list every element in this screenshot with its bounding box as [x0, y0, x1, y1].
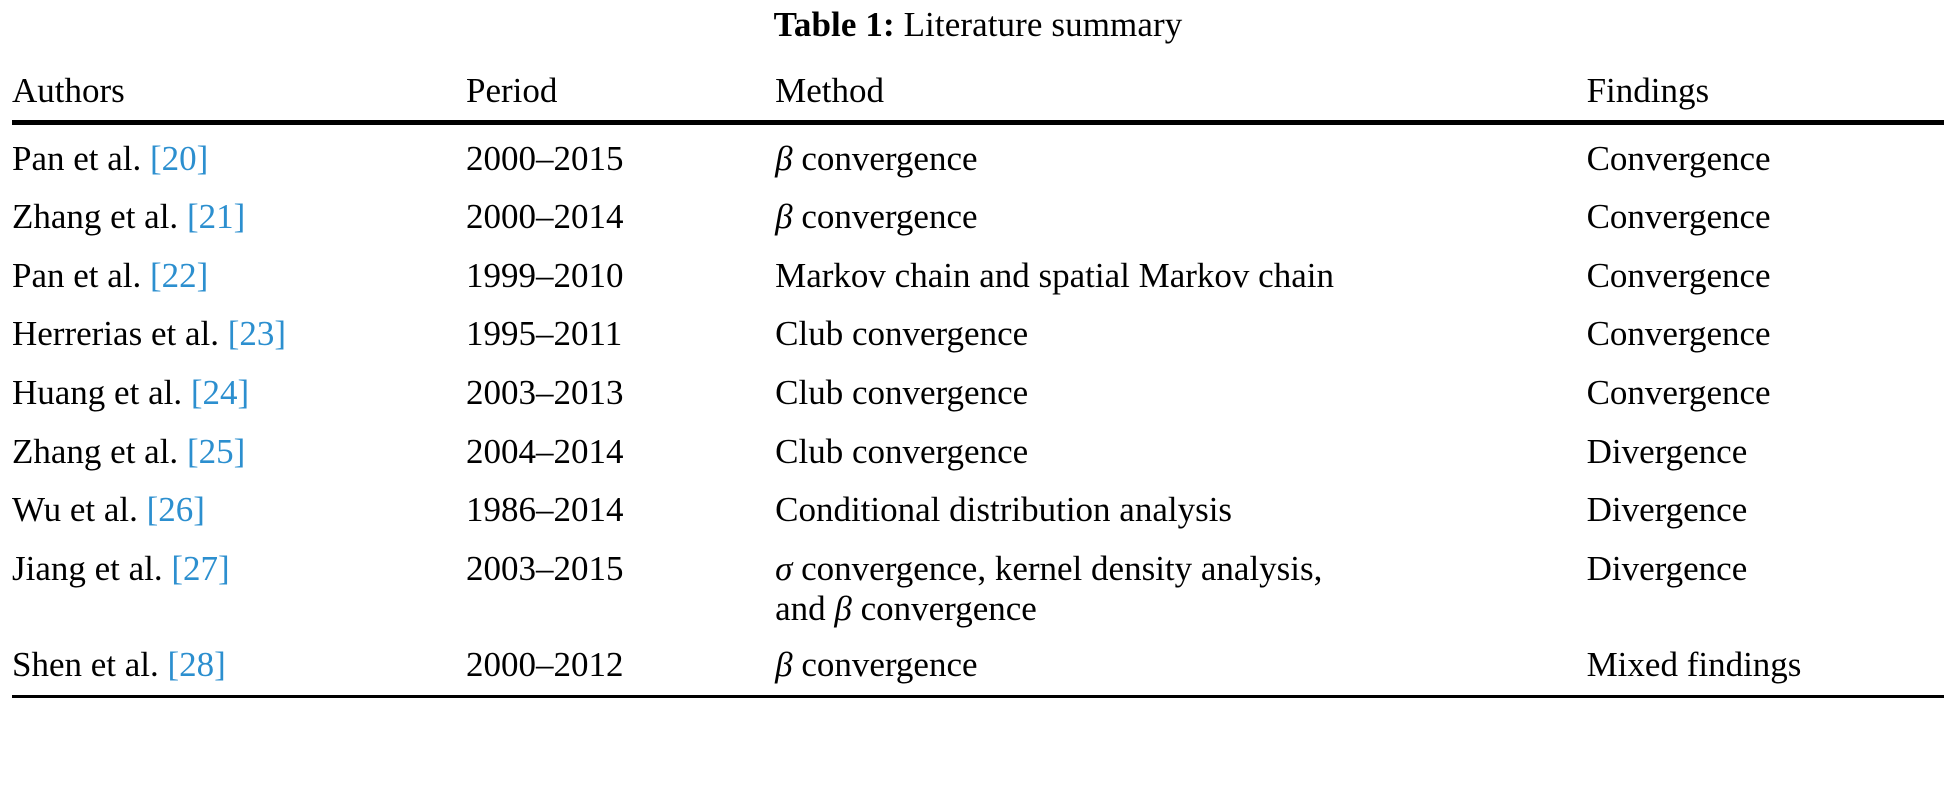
cell-period: 2000–2015: [466, 138, 624, 178]
table-row: [12, 540, 1944, 636]
method-text-line2: [775, 589, 1586, 630]
method-text: Club convergence: [775, 373, 1029, 413]
cell-period: 2000–2012: [466, 645, 624, 685]
column-header-period: Period: [466, 70, 558, 110]
method-text: Conditional distribution analysis: [775, 490, 1233, 530]
cell-findings: Convergence: [1586, 197, 1771, 237]
cell-authors: [12, 125, 466, 189]
method-line2-post: convergence: [851, 589, 1037, 629]
symbol-beta: β: [775, 645, 793, 685]
author-name: Herrerias et al.: [12, 314, 228, 354]
symbol-beta: β: [834, 589, 852, 629]
cell-authors: [12, 247, 466, 306]
reference-link[interactable]: [20]: [150, 138, 209, 178]
column-header-authors: Authors: [12, 70, 125, 110]
author-name: Zhang et al.: [12, 431, 187, 471]
cell-method: [775, 423, 1586, 482]
cell-method: [775, 540, 1586, 636]
cell-method: [775, 305, 1586, 364]
reference-link[interactable]: [28]: [167, 645, 226, 685]
reference-link[interactable]: [25]: [186, 431, 246, 471]
method-text: Markov chain and spatial Markov chain: [775, 255, 1334, 295]
caption-label: Table 1:: [773, 5, 895, 44]
cell-method: [775, 188, 1586, 247]
cell-method: [775, 125, 1586, 189]
symbol-sigma: σ: [775, 548, 793, 588]
table-row: [12, 364, 1944, 423]
symbol-beta: β: [775, 138, 793, 178]
method-text: convergence: [792, 197, 978, 237]
cell-method: [775, 364, 1586, 423]
cell-authors: [12, 188, 466, 247]
cell-findings: Convergence: [1586, 255, 1771, 295]
rule-bottom: [12, 696, 1944, 698]
cell-method: [775, 636, 1586, 696]
cell-method: [775, 481, 1586, 540]
method-text: Club convergence: [775, 431, 1029, 471]
cell-findings: Convergence: [1586, 138, 1771, 178]
cell-findings: Divergence: [1586, 548, 1748, 588]
reference-link[interactable]: [26]: [146, 490, 205, 530]
author-name: Pan et al.: [12, 138, 151, 178]
cell-period: 2000–2014: [466, 197, 624, 237]
reference-link[interactable]: [27]: [171, 548, 230, 588]
method-text: convergence: [792, 645, 978, 685]
method-text: convergence: [792, 138, 978, 178]
reference-link[interactable]: [22]: [150, 255, 209, 295]
author-name: Shen et al.: [12, 645, 168, 685]
cell-findings: Divergence: [1586, 431, 1748, 471]
literature-summary-table: [12, 61, 1944, 698]
column-header-method: Method: [775, 70, 885, 110]
author-name: Wu et al.: [12, 490, 147, 530]
cell-period: 2003–2013: [466, 373, 624, 413]
author-name: Pan et al.: [12, 255, 151, 295]
cell-method: [775, 247, 1586, 306]
table-row: [12, 305, 1944, 364]
cell-authors: [12, 423, 466, 482]
method-line2-pre: and: [775, 589, 835, 629]
method-text: convergence, kernel density analysis,: [792, 548, 1323, 588]
cell-findings: Divergence: [1586, 490, 1748, 530]
table-row: [12, 125, 1944, 189]
table-body: [12, 125, 1944, 696]
table-row: [12, 423, 1944, 482]
table-row: [12, 247, 1944, 306]
cell-period: 2003–2015: [466, 548, 624, 588]
cell-authors: [12, 481, 466, 540]
cell-authors: [12, 540, 466, 636]
author-name: Jiang et al.: [12, 548, 172, 588]
symbol-beta: β: [775, 197, 793, 237]
cell-authors: [12, 305, 466, 364]
cell-authors: [12, 636, 466, 696]
reference-link[interactable]: [23]: [227, 314, 287, 354]
cell-period: 1999–2010: [466, 255, 624, 295]
table-header: [12, 61, 1944, 122]
table-row: [12, 188, 1944, 247]
cell-authors: [12, 364, 466, 423]
author-name: Zhang et al.: [12, 197, 187, 237]
reference-link[interactable]: [21]: [186, 197, 246, 237]
author-name: Huang et al.: [12, 373, 191, 413]
method-text: Club convergence: [775, 314, 1029, 354]
cell-period: 1986–2014: [466, 490, 624, 530]
table-row: [12, 636, 1944, 696]
cell-findings: Mixed findings: [1586, 645, 1802, 685]
cell-period: 2004–2014: [466, 431, 624, 471]
table-row: [12, 481, 1944, 540]
table-caption: [12, 0, 1944, 61]
reference-link[interactable]: [24]: [190, 373, 250, 413]
column-header-findings: Findings: [1586, 70, 1710, 110]
header-row: [12, 61, 1944, 122]
caption-text: Literature summary: [903, 5, 1183, 44]
cell-period: 1995–2011: [466, 314, 623, 354]
cell-findings: Convergence: [1586, 314, 1771, 354]
cell-findings: Convergence: [1586, 373, 1771, 413]
